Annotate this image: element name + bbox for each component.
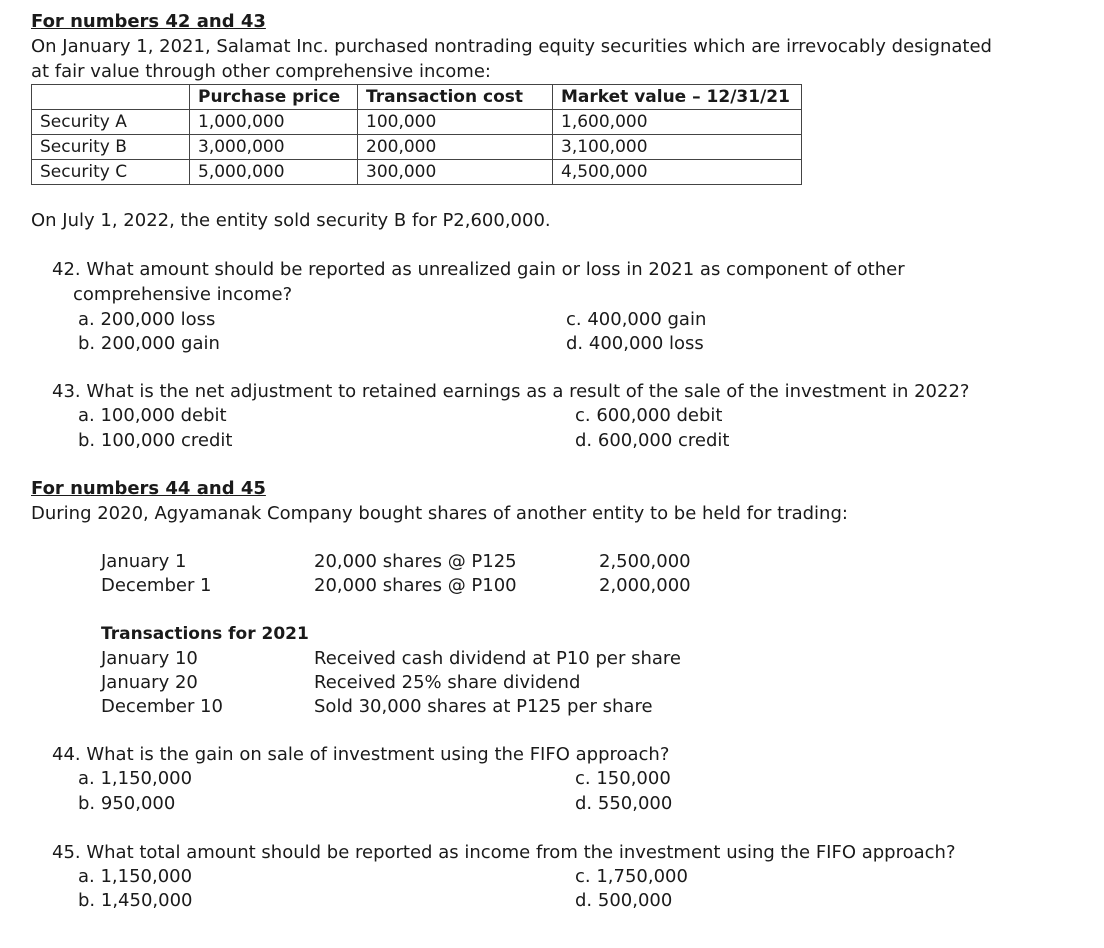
table-cell: Security A (32, 110, 190, 135)
transaction-desc: Received cash dividend at P10 per share (314, 648, 681, 669)
securities-table (31, 84, 802, 185)
table-row (32, 110, 802, 135)
purchase-desc: 20,000 shares @ P125 (314, 551, 517, 572)
q44-option-a: a. 1,150,000 (78, 768, 193, 789)
table-cell: Security B (32, 135, 190, 160)
q42-text-line1: 42. What amount should be reported as unrealized gain or loss in 2021 as component of other (52, 259, 905, 280)
table-cell: 1,600,000 (553, 110, 802, 135)
table-header-cell (32, 85, 190, 110)
transactions-heading: Transactions for 2021 (101, 624, 309, 644)
q43-text-line1: 43. What is the net adjustment to retained earnings as a result of the sale of the investment in 2022? (52, 381, 970, 402)
purchase-amount: 2,000,000 (599, 575, 691, 596)
purchase-amount: 2,500,000 (599, 551, 691, 572)
table-cell: 3,000,000 (190, 135, 358, 160)
q42-option-a: a. 200,000 loss (78, 309, 216, 330)
q45-option-d: d. 500,000 (575, 890, 673, 911)
table-header-cell: Transaction cost (358, 85, 553, 110)
q45-option-a: a. 1,150,000 (78, 866, 193, 887)
section1-note: On July 1, 2022, the entity sold security B for P2,600,000. (31, 210, 551, 231)
table-row (32, 160, 802, 185)
transaction-desc: Sold 30,000 shares at P125 per share (314, 696, 653, 717)
transaction-date: January 20 (101, 672, 198, 693)
q42-option-c: c. 400,000 gain (566, 309, 707, 330)
q42-option-b: b. 200,000 gain (78, 333, 220, 354)
table-cell: 4,500,000 (553, 160, 802, 185)
purchase-date: December 1 (101, 575, 212, 596)
table-cell: 5,000,000 (190, 160, 358, 185)
purchase-date: January 1 (101, 551, 187, 572)
table-cell: Security C (32, 160, 190, 185)
section2-intro: During 2020, Agyamanak Company bought shares of another entity to be held for trading: (31, 503, 848, 524)
q43-option-a: a. 100,000 debit (78, 405, 227, 426)
q44-option-b: b. 950,000 (78, 793, 176, 814)
q42-text-line2: comprehensive income? (73, 284, 293, 305)
section1-intro-line1: On January 1, 2021, Salamat Inc. purchased nontrading equity securities which are irrevocably designated (31, 36, 992, 57)
q45-text-line1: 45. What total amount should be reported as income from the investment using the FIFO approach? (52, 842, 956, 863)
q44-option-c: c. 150,000 (575, 768, 671, 789)
q45-option-c: c. 1,750,000 (575, 866, 688, 887)
table-row (32, 135, 802, 160)
transaction-date: December 10 (101, 696, 223, 717)
section2-heading: For numbers 44 and 45 (31, 478, 266, 499)
section1-heading: For numbers 42 and 43 (31, 11, 266, 32)
purchase-desc: 20,000 shares @ P100 (314, 575, 517, 596)
q44-option-d: d. 550,000 (575, 793, 673, 814)
table-cell: 200,000 (358, 135, 553, 160)
table-header-row (32, 85, 802, 110)
transaction-date: January 10 (101, 648, 198, 669)
section1-intro-line2: at fair value through other comprehensive income: (31, 61, 491, 82)
transaction-desc: Received 25% share dividend (314, 672, 581, 693)
q44-text-line1: 44. What is the gain on sale of investment using the FIFO approach? (52, 744, 670, 765)
table-cell: 100,000 (358, 110, 553, 135)
q43-option-c: c. 600,000 debit (575, 405, 723, 426)
table-cell: 300,000 (358, 160, 553, 185)
table-header-cell: Market value – 12/31/21 (553, 85, 802, 110)
q43-option-b: b. 100,000 credit (78, 430, 233, 451)
table-cell: 1,000,000 (190, 110, 358, 135)
table-cell: 3,100,000 (553, 135, 802, 160)
q45-option-b: b. 1,450,000 (78, 890, 193, 911)
table-header-cell: Purchase price (190, 85, 358, 110)
q42-option-d: d. 400,000 loss (566, 333, 704, 354)
q43-option-d: d. 600,000 credit (575, 430, 730, 451)
